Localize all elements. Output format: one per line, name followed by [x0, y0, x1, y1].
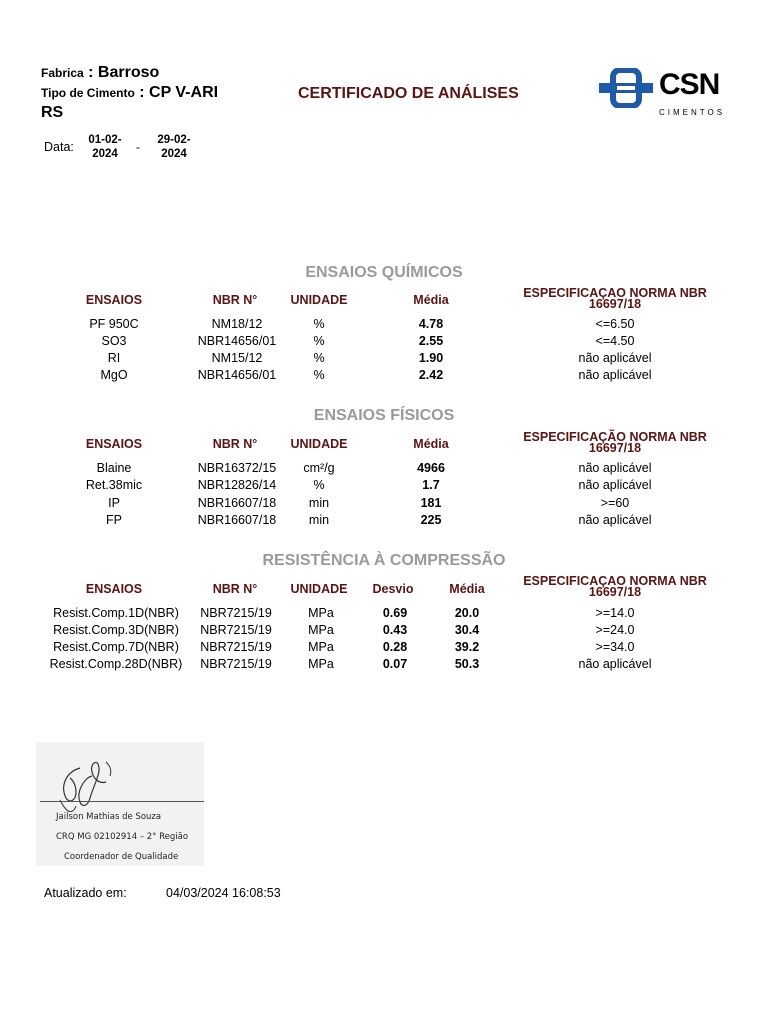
- col-desvio: Desvio: [372, 582, 414, 596]
- cell-nbr: NM18/12: [211, 317, 263, 331]
- date-start-l1: 01-02-: [88, 134, 122, 146]
- cell-nbr: NBR12826/14: [197, 478, 277, 492]
- chemical-section-title: ENSAIOS QUÍMICOS: [305, 264, 463, 281]
- cell-spec: <=4.50: [595, 334, 635, 348]
- col-ensaios: ENSAIOS: [85, 293, 143, 307]
- cell-ensaio: Ret.38mic: [85, 478, 143, 492]
- signature-line: [40, 801, 204, 802]
- cell-unidade: MPa: [308, 640, 334, 654]
- date-start: [82, 133, 128, 161]
- col-spec-l1: ESPECIFICAÇÃO NORMA NBR: [523, 430, 707, 444]
- col-media: Média: [413, 437, 449, 451]
- date-start-l2: 2024: [92, 148, 118, 160]
- col-ensaios: ENSAIOS: [85, 437, 143, 451]
- table-row: [0, 656, 768, 673]
- col-spec: [505, 576, 725, 598]
- cell-unidade: MPa: [308, 657, 334, 671]
- page-title: CERTIFICADO DE ANÁLISES: [298, 85, 519, 102]
- cell-media: 181: [420, 496, 442, 510]
- compression-section-title: RESISTÊNCIA À COMPRESSÃO: [262, 552, 506, 569]
- cell-media: 4.78: [418, 317, 444, 331]
- csn-logo: [597, 66, 737, 122]
- cell-ensaio: Resist.Comp.7D(NBR): [53, 640, 179, 654]
- cell-spec: não aplicável: [578, 368, 652, 382]
- table-row: [0, 350, 768, 367]
- table-row: [0, 333, 768, 350]
- cell-spec: >=34.0: [595, 640, 635, 654]
- cell-desvio: 0.69: [382, 606, 408, 620]
- date-end-l1: 29-02-: [157, 134, 191, 146]
- physical-section-title: ENSAIOS FÍSICOS: [313, 407, 455, 424]
- col-nbr: NBR N°: [212, 437, 258, 451]
- col-unidade: UNIDADE: [290, 437, 348, 451]
- cell-ensaio: Resist.Comp.28D(NBR): [49, 657, 183, 671]
- col-spec-l1: ESPECIFICAÇAO NORMA NBR: [523, 286, 707, 300]
- factory-label: Fabrica: [41, 66, 84, 80]
- cell-spec: >=14.0: [595, 606, 635, 620]
- cell-nbr: NBR7215/19: [200, 640, 272, 654]
- cell-nbr: NM15/12: [211, 351, 263, 365]
- cell-nbr: NBR7215/19: [200, 623, 272, 637]
- col-spec-l2: 16697/18: [588, 585, 642, 599]
- cell-unidade: MPa: [308, 606, 334, 620]
- updated-value: 04/03/2024 16:08:53: [166, 886, 281, 900]
- cell-nbr: NBR14656/01: [197, 368, 277, 382]
- signer-role: Coordenador de Qualidade: [64, 852, 179, 862]
- cement-type-line: [41, 84, 218, 102]
- date-end-l2: 2024: [161, 148, 187, 160]
- signer-name: Jailson Mathias de Souza: [56, 812, 162, 822]
- col-unidade: UNIDADE: [290, 293, 348, 307]
- cell-nbr: NBR14656/01: [197, 334, 277, 348]
- cell-unidade: %: [313, 351, 325, 365]
- cell-ensaio: FP: [106, 513, 122, 527]
- cell-media: 1.7: [422, 478, 440, 492]
- logo-sub: CIMENTOS: [659, 108, 726, 117]
- cell-unidade: %: [313, 368, 325, 382]
- cell-unidade: %: [313, 334, 325, 348]
- cell-media: 1.90: [418, 351, 444, 365]
- cell-unidade: MPa: [308, 623, 334, 637]
- col-unidade: UNIDADE: [290, 582, 348, 596]
- factory-line: [41, 64, 159, 82]
- table-row: [0, 316, 768, 333]
- col-media: Média: [413, 293, 449, 307]
- cement-type-label: Tipo de Cimento: [41, 86, 135, 100]
- cell-spec: não aplicável: [578, 513, 652, 527]
- signature-block: [36, 742, 204, 866]
- col-ensaios: ENSAIOS: [85, 582, 143, 596]
- cell-spec: >=60: [600, 496, 630, 510]
- table-row: [0, 495, 768, 512]
- cell-ensaio: PF 950C: [89, 317, 139, 331]
- cell-media: 50.3: [454, 657, 480, 671]
- cell-unidade: cm²/g: [303, 461, 335, 475]
- cell-media: 225: [420, 513, 442, 527]
- cell-unidade: %: [313, 317, 325, 331]
- cell-nbr: NBR16372/15: [197, 461, 277, 475]
- table-row: [0, 367, 768, 384]
- cell-desvio: 0.07: [382, 657, 408, 671]
- factory-value: : Barroso: [88, 64, 160, 81]
- date-end: [151, 133, 197, 161]
- cell-unidade: min: [308, 496, 330, 510]
- col-media: Média: [449, 582, 485, 596]
- col-spec-l2: 16697/18: [588, 441, 642, 455]
- cell-spec: não aplicável: [578, 461, 652, 475]
- table-row: [0, 512, 768, 529]
- cell-spec: <=6.50: [595, 317, 635, 331]
- cell-ensaio: Resist.Comp.1D(NBR): [53, 606, 179, 620]
- logo-brand: CSN: [659, 68, 720, 101]
- cell-nbr: NBR7215/19: [200, 657, 272, 671]
- cell-spec: >=24.0: [595, 623, 635, 637]
- csn-logo-mark-icon: [597, 68, 655, 108]
- cell-spec: não aplicável: [578, 478, 652, 492]
- updated-label: Atualizado em:: [44, 886, 127, 900]
- cell-unidade: %: [313, 478, 325, 492]
- cell-spec: não aplicável: [578, 657, 652, 671]
- cell-nbr: NBR7215/19: [200, 606, 272, 620]
- date-label: Data:: [44, 140, 74, 154]
- cell-ensaio: Resist.Comp.3D(NBR): [53, 623, 179, 637]
- cell-media: 2.42: [418, 368, 444, 382]
- cell-ensaio: SO3: [101, 334, 127, 348]
- table-row: [0, 460, 768, 477]
- col-nbr: NBR N°: [212, 582, 258, 596]
- cell-media: 39.2: [454, 640, 480, 654]
- signer-crq: CRQ MG 02102914 – 2° Região: [56, 832, 189, 842]
- cell-media: 30.4: [454, 623, 480, 637]
- cell-desvio: 0.43: [382, 623, 408, 637]
- cell-ensaio: IP: [108, 496, 120, 510]
- cell-desvio: 0.28: [382, 640, 408, 654]
- col-spec-l2: 16697/18: [588, 297, 642, 311]
- cell-ensaio: MgO: [100, 368, 128, 382]
- table-row: [0, 622, 768, 639]
- cell-nbr: NBR16607/18: [197, 496, 277, 510]
- table-row: [0, 605, 768, 622]
- cell-ensaio: RI: [107, 351, 121, 365]
- cell-media: 2.55: [418, 334, 444, 348]
- cell-media: 4966: [417, 461, 445, 475]
- table-row: [0, 639, 768, 656]
- col-spec: [505, 288, 725, 310]
- cell-spec: não aplicável: [578, 351, 652, 365]
- col-spec: [505, 432, 725, 454]
- cell-ensaio: Blaine: [96, 461, 132, 475]
- col-nbr: NBR N°: [212, 293, 258, 307]
- cement-type-value-cont: RS: [41, 104, 64, 121]
- table-row: [0, 477, 768, 494]
- col-spec-l1: ESPECIFICAÇAO NORMA NBR: [523, 574, 707, 588]
- cell-nbr: NBR16607/18: [197, 513, 277, 527]
- date-separator: -: [136, 140, 140, 154]
- cement-type-value: : CP V-ARI: [139, 84, 219, 101]
- cell-unidade: min: [308, 513, 330, 527]
- cell-media: 20.0: [454, 606, 480, 620]
